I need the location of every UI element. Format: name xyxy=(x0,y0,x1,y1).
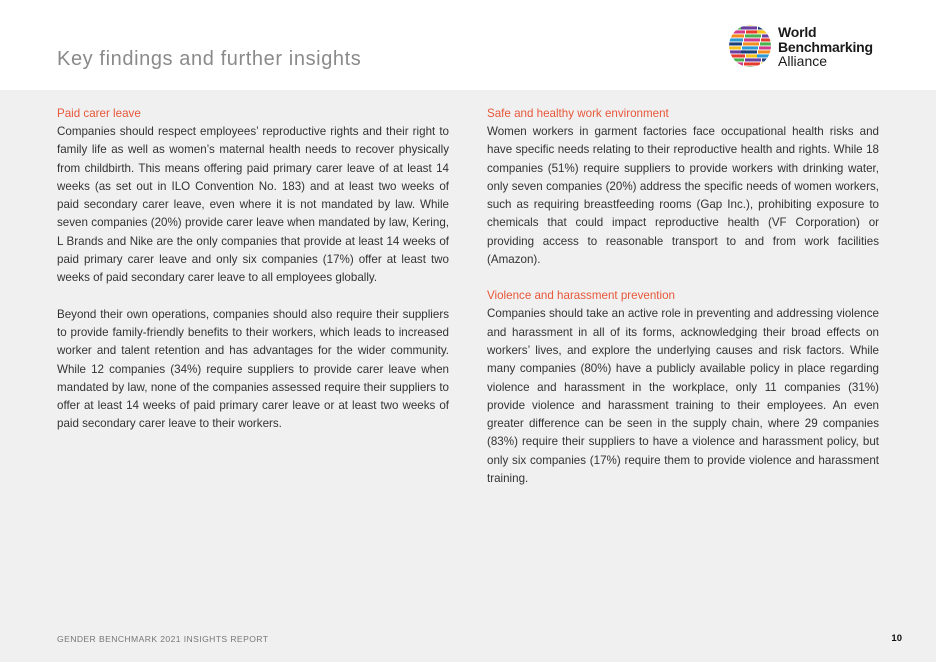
logo-stripe xyxy=(745,34,761,37)
logo-stripe xyxy=(728,34,744,37)
logo-stripe xyxy=(760,66,774,69)
logo-stripe xyxy=(729,30,745,33)
logo-stripe xyxy=(758,50,774,53)
logo-stripe xyxy=(761,62,774,65)
logo-stripe xyxy=(741,26,757,29)
left-column xyxy=(57,105,449,434)
logo-stripe xyxy=(728,62,743,65)
logo-stripe xyxy=(728,66,742,69)
logo-stripe xyxy=(759,22,774,25)
logo-line-2: Benchmarking xyxy=(778,38,873,55)
logo-stripe xyxy=(742,46,758,49)
paragraph-gap xyxy=(57,288,449,306)
paragraph-paid-carer-leave: Companies should respect employees’ reproductive rights and their right to family life as well as women’s maternal health needs to recover physically from childbirth. This means offering paid primary carer leave of at least 14 weeks (as set out in ILO Convention No. 183) and at least two weeks of paid secondary carer leave, even where it is not mandated by law. While seven companies (20%) provide carer leave when mandated by law, Kering, L Brands and Nike are the only companies that provide at least 14 weeks of paid primary carer leave and only six companies (17%) offer at least two weeks of paid secondary carer leave to all employees globally. xyxy=(57,125,449,285)
paragraph-violence-harassment: Companies should take an active role in preventing and addressing violence and harassment in all of its forms, acknowledging their broad effects on workers’ lives, and explore the underlying causes and risk factors. While many companies (80%) have a publicly available policy in place regarding violence and harassment in the workplace, only 11 companies (31%) provide violence and harassment training to their employees. An even greater difference can be seen in the supply chain, where 29 companies (83%) require their suppliers to have a violence and harassment policy, but only six companies (17%) require them to provide violence and harassment training. xyxy=(487,307,879,486)
logo-stripe xyxy=(742,22,758,25)
page-number: 10 xyxy=(891,633,902,644)
right-column xyxy=(487,105,879,488)
section-title-violence-harassment: Violence and harassment prevention xyxy=(487,289,675,303)
logo-stripe xyxy=(743,66,759,69)
logo-stripe xyxy=(743,42,759,45)
logo-line-3: Alliance xyxy=(778,53,828,69)
wba-logo-wordmark xyxy=(778,25,873,69)
logo-stripe xyxy=(728,42,742,45)
logo-stripe xyxy=(758,26,774,29)
logo-stripe xyxy=(745,58,761,61)
logo-stripe xyxy=(728,46,741,49)
wba-logo-globe-icon xyxy=(728,22,774,70)
logo-stripe xyxy=(744,38,760,41)
page-header xyxy=(0,0,936,90)
logo-stripe xyxy=(729,54,745,57)
wba-logo xyxy=(728,22,888,72)
logo-stripe xyxy=(741,50,757,53)
paragraph-supplier-benefits: Beyond their own operations, companies should also require their suppliers to provide family-friendly benefits to their workers, which leads to increased worker and talent retention and has advantages for the wider community. While 12 companies (34%) require suppliers to provide carer leave when mandated by law, none of the companies assessed require their suppliers to offer at least 14 weeks of paid primary carer leave or at least two weeks of paid secondary carer leave to their workers. xyxy=(57,307,449,431)
section-title-paid-carer-leave: Paid carer leave xyxy=(57,107,141,120)
paragraph-safe-work-environment: Women workers in garment factories face occupational health risks and have specific needs relating to their reproductive health and rights. While 18 companies (51%) require suppliers to provide workers with drinking water, only seven companies (20%) address the specific needs of women workers, such as requiring breastfeeding rooms (Gap Inc.), prohibiting exposure to chemicals that could impact reproductive health (VF Corporation) or providing access to reasonable transport to and from work facilities (Amazon). xyxy=(487,125,879,267)
logo-line-1: World xyxy=(778,24,817,40)
logo-stripe xyxy=(760,42,774,45)
logo-stripe xyxy=(728,38,743,41)
footer-report-name: GENDER BENCHMARK 2021 INSIGHTS REPORT xyxy=(57,634,269,644)
logo-stripe xyxy=(744,62,760,65)
logo-stripe xyxy=(757,30,773,33)
logo-stripe xyxy=(757,54,773,57)
logo-stripe xyxy=(728,58,744,61)
logo-stripe xyxy=(762,58,774,61)
paragraph-gap xyxy=(487,269,879,287)
logo-stripe xyxy=(728,22,741,25)
logo-stripe xyxy=(759,46,774,49)
logo-stripe xyxy=(761,38,774,41)
section-title-safe-work-environment: Safe and healthy work environment xyxy=(487,107,669,120)
page-title: Key findings and further insights xyxy=(57,48,362,70)
logo-stripe xyxy=(762,34,774,37)
